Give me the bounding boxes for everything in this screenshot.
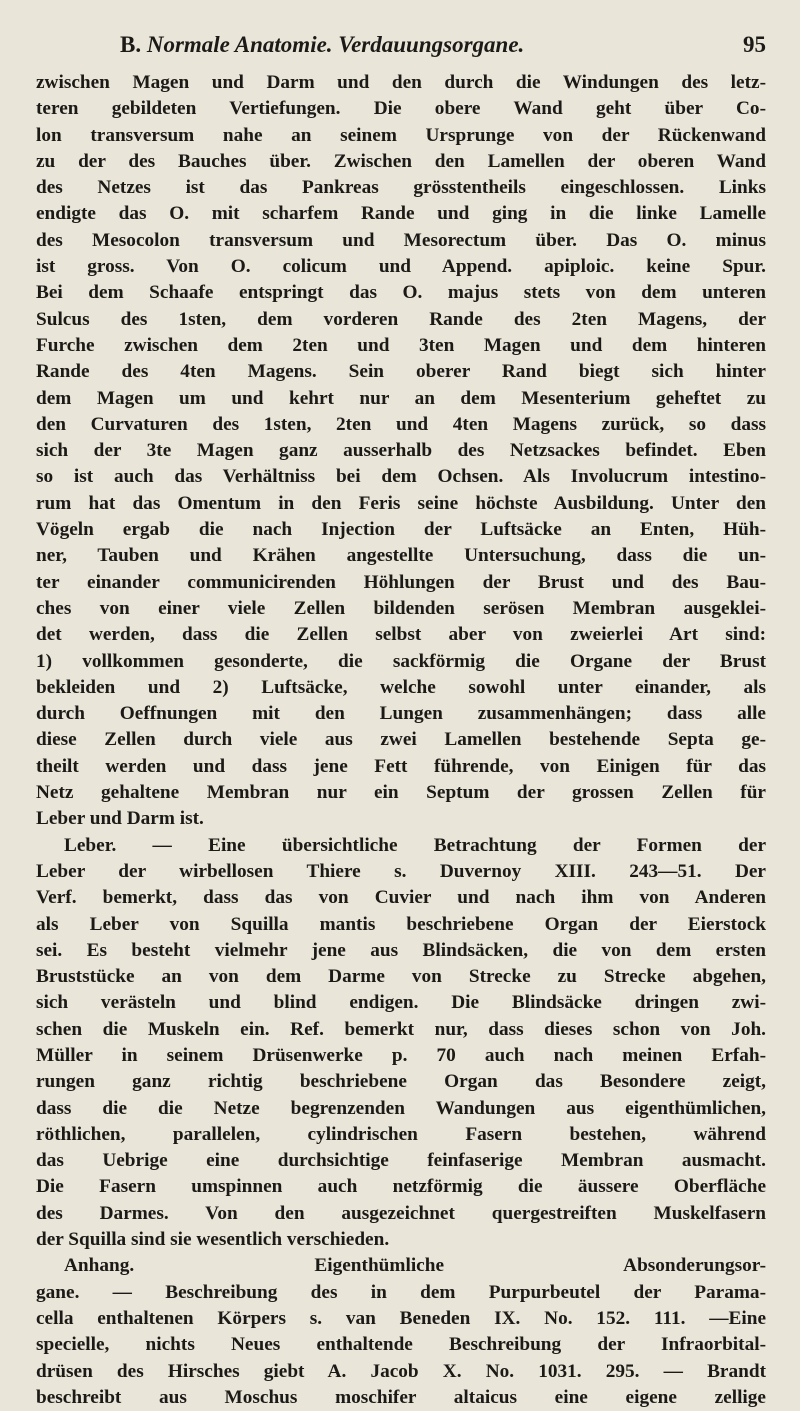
text-line: Verf. bemerkt, dass das von Cuvier und nach ihm von Anderen xyxy=(36,887,766,909)
text-line: des Darmes. Von den ausgezeichnet quergestreiften Muskelfasern xyxy=(36,1202,766,1224)
text-line: den Curvaturen des 1sten, 2ten und 4ten Magens zurück, so dass xyxy=(36,413,766,435)
text-line: theilt werden und dass jene Fett führende, von Einigen für das xyxy=(36,755,766,777)
text-line: Furche zwischen dem 2ten und 3ten Magen und dem hinteren xyxy=(36,334,766,356)
text-line: dem Magen um und kehrt nur an dem Mesenterium geheftet zu xyxy=(36,387,766,409)
body-text xyxy=(36,70,766,1411)
text-line: Anhang. Eigenthümliche Absonderungsor- xyxy=(64,1255,766,1277)
text-line: schen die Muskeln ein. Ref. bemerkt nur, dass dieses schon von Joh. xyxy=(36,1018,766,1040)
text-line: so ist auch das Verhältniss bei dem Ochsen. Als Involucrum intestino- xyxy=(36,466,766,488)
text-line: ter einander communicirenden Höhlungen der Brust und des Bau- xyxy=(36,571,766,593)
text-line: röthlichen, parallelen, cylindrischen Fasern bestehen, während xyxy=(36,1123,766,1145)
text-line: bekleiden und 2) Luftsäcke, welche sowohl unter einander, als xyxy=(36,676,766,698)
text-line: als Leber von Squilla mantis beschriebene Organ der Eierstock xyxy=(36,913,766,935)
text-line: Leber und Darm ist. xyxy=(36,808,204,830)
text-line: beschreibt aus Moschus moschifer altaicus eine eigene zellige xyxy=(36,1386,766,1408)
text-line: teren gebildeten Vertiefungen. Die obere Wand geht über Co- xyxy=(36,98,766,120)
text-line: ches von einer viele Zellen bildenden serösen Membran ausgeklei- xyxy=(36,597,766,619)
header-section: B. xyxy=(120,32,142,57)
header-title xyxy=(120,32,524,58)
text-line: des Mesocolon transversum und Mesorectum über. Das O. minus xyxy=(36,229,766,251)
text-line: Netz gehaltene Membran nur ein Septum der grossen Zellen für xyxy=(36,782,766,804)
text-line: Bruststücke an von dem Darme von Strecke zu Strecke abgehen, xyxy=(36,966,766,988)
page-number: 95 xyxy=(743,32,766,57)
text-line: ist gross. Von O. colicum und Append. apiploic. keine Spur. xyxy=(36,256,766,278)
text-line: Rande des 4ten Magens. Sein oberer Rand biegt sich hinter xyxy=(36,361,766,383)
text-line: Bei dem Schaafe entspringt das O. majus stets von dem unteren xyxy=(36,282,766,304)
text-line: Die Fasern umspinnen auch netzförmig die äussere Oberfläche xyxy=(36,1176,766,1198)
text-line: des Netzes ist das Pankreas grösstentheils eingeschlossen. Links xyxy=(36,177,766,199)
text-line: durch Oeffnungen mit den Lungen zusammenhängen; dass alle xyxy=(36,703,766,725)
text-line: gane. — Beschreibung des in dem Purpurbeutel der Parama- xyxy=(36,1281,766,1303)
text-line: dass die die Netze begrenzenden Wandungen aus eigenthümlichen, xyxy=(36,1097,766,1119)
text-line: det werden, dass die Zellen selbst aber von zweierlei Art sind: xyxy=(36,624,766,646)
text-line: sich der 3te Magen ganz ausserhalb des Netzsackes befindet. Eben xyxy=(36,440,766,462)
running-header xyxy=(36,30,766,70)
text-line: endigte das O. mit scharfem Rande und ging in die linke Lamelle xyxy=(36,203,766,225)
text-line: lon transversum nahe an seinem Ursprunge von der Rückenwand xyxy=(36,124,766,146)
text-line: zu der des Bauches über. Zwischen den Lamellen der oberen Wand xyxy=(36,150,766,172)
text-line: rungen ganz richtig beschriebene Organ das Besondere zeigt, xyxy=(36,1071,766,1093)
text-line: Leber der wirbellosen Thiere s. Duvernoy XIII. 243—51. Der xyxy=(36,860,766,882)
text-line: ner, Tauben und Krähen angestellte Untersuchung, dass die un- xyxy=(36,545,766,567)
text-line: rum hat das Omentum in den Feris seine höchste Ausbildung. Unter den xyxy=(36,492,766,514)
text-line: 1) vollkommen gesonderte, die sackförmig die Organe der Brust xyxy=(36,650,766,672)
text-line: Leber. — Eine übersichtliche Betrachtung der Formen der xyxy=(64,834,766,856)
text-line: drüsen des Hirsches giebt A. Jacob X. No. 1031. 295. — Brandt xyxy=(36,1360,766,1382)
text-line: das Uebrige eine durchsichtige feinfaserige Membran ausmacht. xyxy=(36,1150,766,1172)
text-line: Sulcus des 1sten, dem vorderen Rande des 2ten Magens, der xyxy=(36,308,766,330)
text-line: zwischen Magen und Darm und den durch die Windungen des letz- xyxy=(36,72,766,93)
text-line: diese Zellen durch viele aus zwei Lamellen bestehende Septa ge- xyxy=(36,729,766,751)
text-line: sich verästeln und blind endigen. Die Blindsäcke dringen zwi- xyxy=(36,992,766,1014)
text-line: Vögeln ergab die nach Injection der Luftsäcke an Enten, Hüh- xyxy=(36,519,766,541)
header-title-text: Normale Anatomie. Verdauungsorgane. xyxy=(146,32,525,57)
text-line: specielle, nichts Neues enthaltende Beschreibung der Infraorbital- xyxy=(36,1334,766,1356)
text-line: Müller in seinem Drüsenwerke p. 70 auch nach meinen Erfah- xyxy=(36,1044,766,1066)
text-line: der Squilla sind sie wesentlich verschieden. xyxy=(36,1229,390,1251)
text-line: cella enthaltenen Körpers s. van Beneden IX. No. 152. 111. —Eine xyxy=(36,1307,766,1329)
text-line: sei. Es besteht vielmehr jene aus Blindsäcken, die von dem ersten xyxy=(36,939,766,961)
